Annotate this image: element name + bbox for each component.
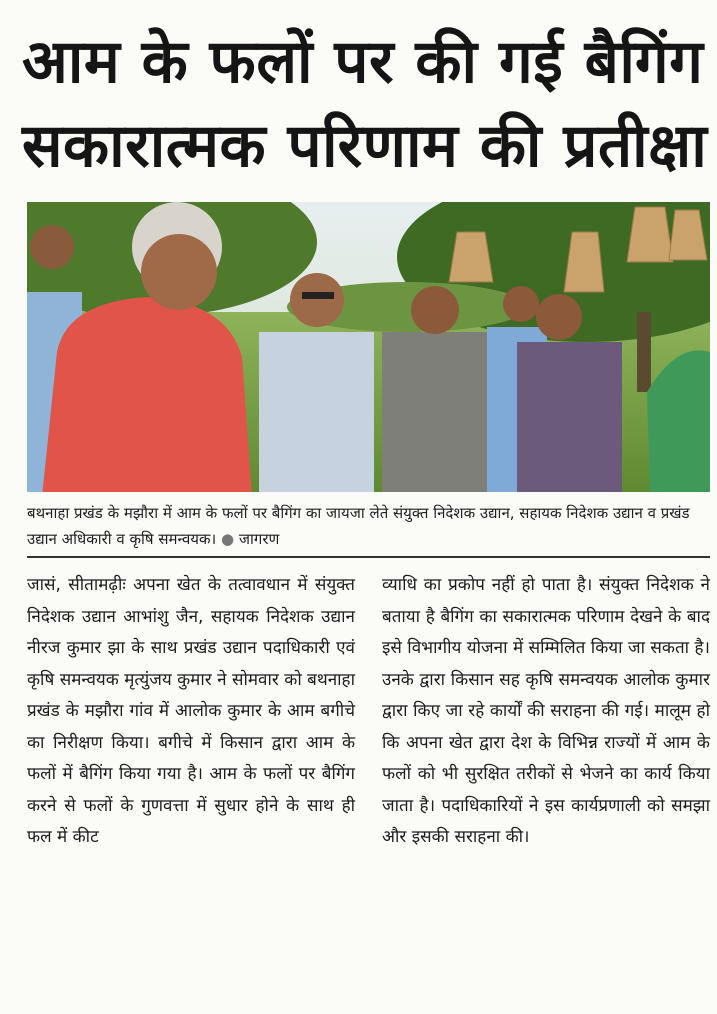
orchard-photo-illustration [27, 202, 710, 492]
headline-line-2: सकारात्मक परिणाम की प्रतीक्षा [22, 111, 708, 181]
credit-dot-icon: ● [221, 530, 235, 548]
news-photo [27, 202, 710, 492]
divider [27, 556, 710, 558]
headline-line-1: आम के फलों पर की गई बैगिंग [22, 27, 704, 97]
photo-credit: जागरण [238, 530, 280, 548]
headline [22, 20, 708, 188]
caption-text: बथनाहा प्रखंड के मझौरा में आम के फलों पर बैगिंग का जायजा लेते संयुक्त निदेशक उद्यान, सहायक निदेशक उद्यान व प्रखंड उद्यान अधिकारी व कृषि समन्वयक। [27, 504, 690, 548]
photo-caption [27, 500, 707, 552]
article-column-right: व्याधि का प्रकोप नहीं हो पाता है। संयुक्त निदेशक ने बताया है बैगिंग का सकारात्मक परिणाम देखने के बाद इसे विभागीय योजना में सम्मिलित किया जा सकता है। उनके द्वारा किसान सह कृषि समन्वयक आलोक कुमार द्वारा किए जा रहे कार्यों की सराहना की गई। मालूम हो कि अपना खेत द्वारा देश के विभिन्न राज्यों में आम के फलों को भी सुरक्षित तरीकों से भेजने का कार्य किया जाता है। पदाधिकारियों ने इस कार्यप्रणाली को समझा और इसकी सराहना की। [382, 575, 710, 847]
article-column-left: जासं, सीतामढ़ीः अपना खेत के तत्वावधान में संयुक्त निदेशक उद्यान आभांशु जैन, सहायक निदेशक उद्यान नीरज कुमार झा के साथ प्रखंड उद्यान पदाधिकारी एवं कृषि समन्वयक मृत्युंजय कुमार ने सोमवार को बथनाहा प्रखंड के मझौरा गांव में आलोक कुमार के आम बगीचे का निरीक्षण किया। बगीचे में किसान द्वारा आम के फलों में बैगिंग किया गया है। आम के फलों पर बैगिंग करने से फलों के गुणवत्ता में सुधार होने के साथ ही फल में कीट [27, 575, 355, 847]
